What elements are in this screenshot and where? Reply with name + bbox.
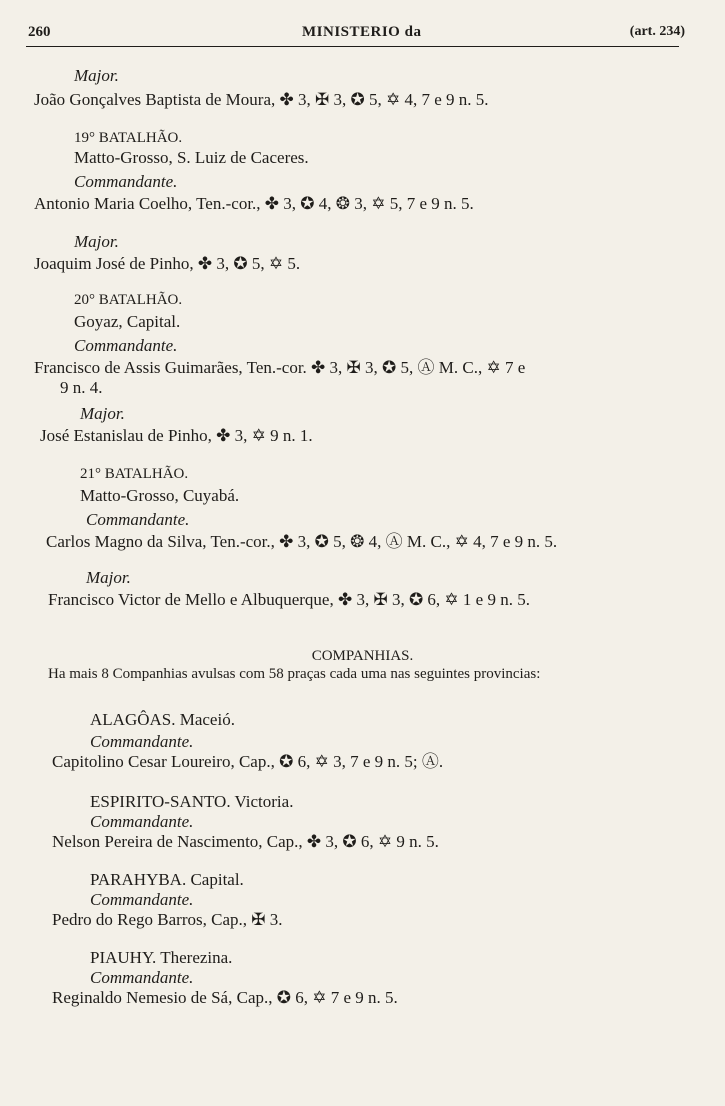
- role-major: Major.: [80, 404, 125, 423]
- battalion-location: Matto-Grosso, Cuyabá.: [80, 486, 240, 505]
- running-title: MINISTERIO da: [302, 24, 422, 40]
- role-major: Major.: [86, 568, 131, 587]
- officer-entry: Francisco de Assis Guimarães, Ten.-cor. ✤ 3, ✠ 3, ✪ 5, Ⓐ M. C., ✡ 7 e: [34, 358, 526, 377]
- province-heading: ALAGÔAS. Maceió.: [90, 710, 235, 729]
- officer-entry: Antonio Maria Coelho, Ten.-cor., ✤ 3, ✪ 4, ❂ 3, ✡ 5, 7 e 9 n. 5.: [34, 194, 474, 213]
- battalion-heading: 21° BATALHÃO.: [80, 466, 189, 482]
- role-commandante: Commandante.: [90, 732, 194, 751]
- officer-entry-continuation: 9 n. 4.: [60, 378, 103, 397]
- header-rule: [26, 46, 679, 47]
- section-intro: Ha mais 8 Companhias avulsas com 58 praças cada uma nas seguintes provincias:: [48, 666, 541, 682]
- battalion-heading: 19° BATALHÃO.: [74, 130, 183, 146]
- officer-entry: Joaquim José de Pinho, ✤ 3, ✪ 5, ✡ 5.: [34, 254, 301, 273]
- officer-entry: João Gonçalves Baptista de Moura, ✤ 3, ✠ 3, ✪ 5, ✡ 4, 7 e 9 n. 5.: [34, 90, 489, 109]
- officer-entry: Reginaldo Nemesio de Sá, Cap., ✪ 6, ✡ 7 e 9 n. 5.: [52, 988, 398, 1007]
- article-reference: (art. 234): [629, 24, 685, 39]
- role-commandante: Commandante.: [90, 812, 194, 831]
- battalion-heading: 20° BATALHÃO.: [74, 292, 183, 308]
- battalion-location: Goyaz, Capital.: [74, 312, 181, 331]
- province-heading: PIAUHY. Therezina.: [90, 948, 233, 967]
- role-commandante: Commandante.: [74, 172, 178, 191]
- province-heading: PARAHYBA. Capital.: [90, 870, 244, 889]
- province-heading: ESPIRITO-SANTO. Victoria.: [90, 792, 294, 811]
- role-major: Major.: [74, 66, 119, 85]
- role-commandante: Commandante.: [86, 510, 190, 529]
- page-header: [18, 24, 685, 46]
- role-commandante: Commandante.: [90, 890, 194, 909]
- section-heading: COMPANHIAS.: [311, 648, 414, 664]
- role-commandante: Commandante.: [90, 968, 194, 987]
- officer-entry: Pedro do Rego Barros, Cap., ✠ 3.: [52, 910, 283, 929]
- role-major: Major.: [74, 232, 119, 251]
- officer-entry: Carlos Magno da Silva, Ten.-cor., ✤ 3, ✪ 5, ❂ 4, Ⓐ M. C., ✡ 4, 7 e 9 n. 5.: [46, 532, 558, 551]
- officer-entry: José Estanislau de Pinho, ✤ 3, ✡ 9 n. 1.: [40, 426, 313, 445]
- officer-entry: Capitolino Cesar Loureiro, Cap., ✪ 6, ✡ 3, 7 e 9 n. 5; Ⓐ.: [52, 752, 444, 771]
- battalion-location: Matto-Grosso, S. Luiz de Caceres.: [74, 148, 309, 167]
- officer-entry: Francisco Victor de Mello e Albuquerque, ✤ 3, ✠ 3, ✪ 6, ✡ 1 e 9 n. 5.: [48, 590, 530, 609]
- officer-entry: Nelson Pereira de Nascimento, Cap., ✤ 3, ✪ 6, ✡ 9 n. 5.: [52, 832, 439, 851]
- role-commandante: Commandante.: [74, 336, 178, 355]
- page-number: 260: [28, 24, 51, 40]
